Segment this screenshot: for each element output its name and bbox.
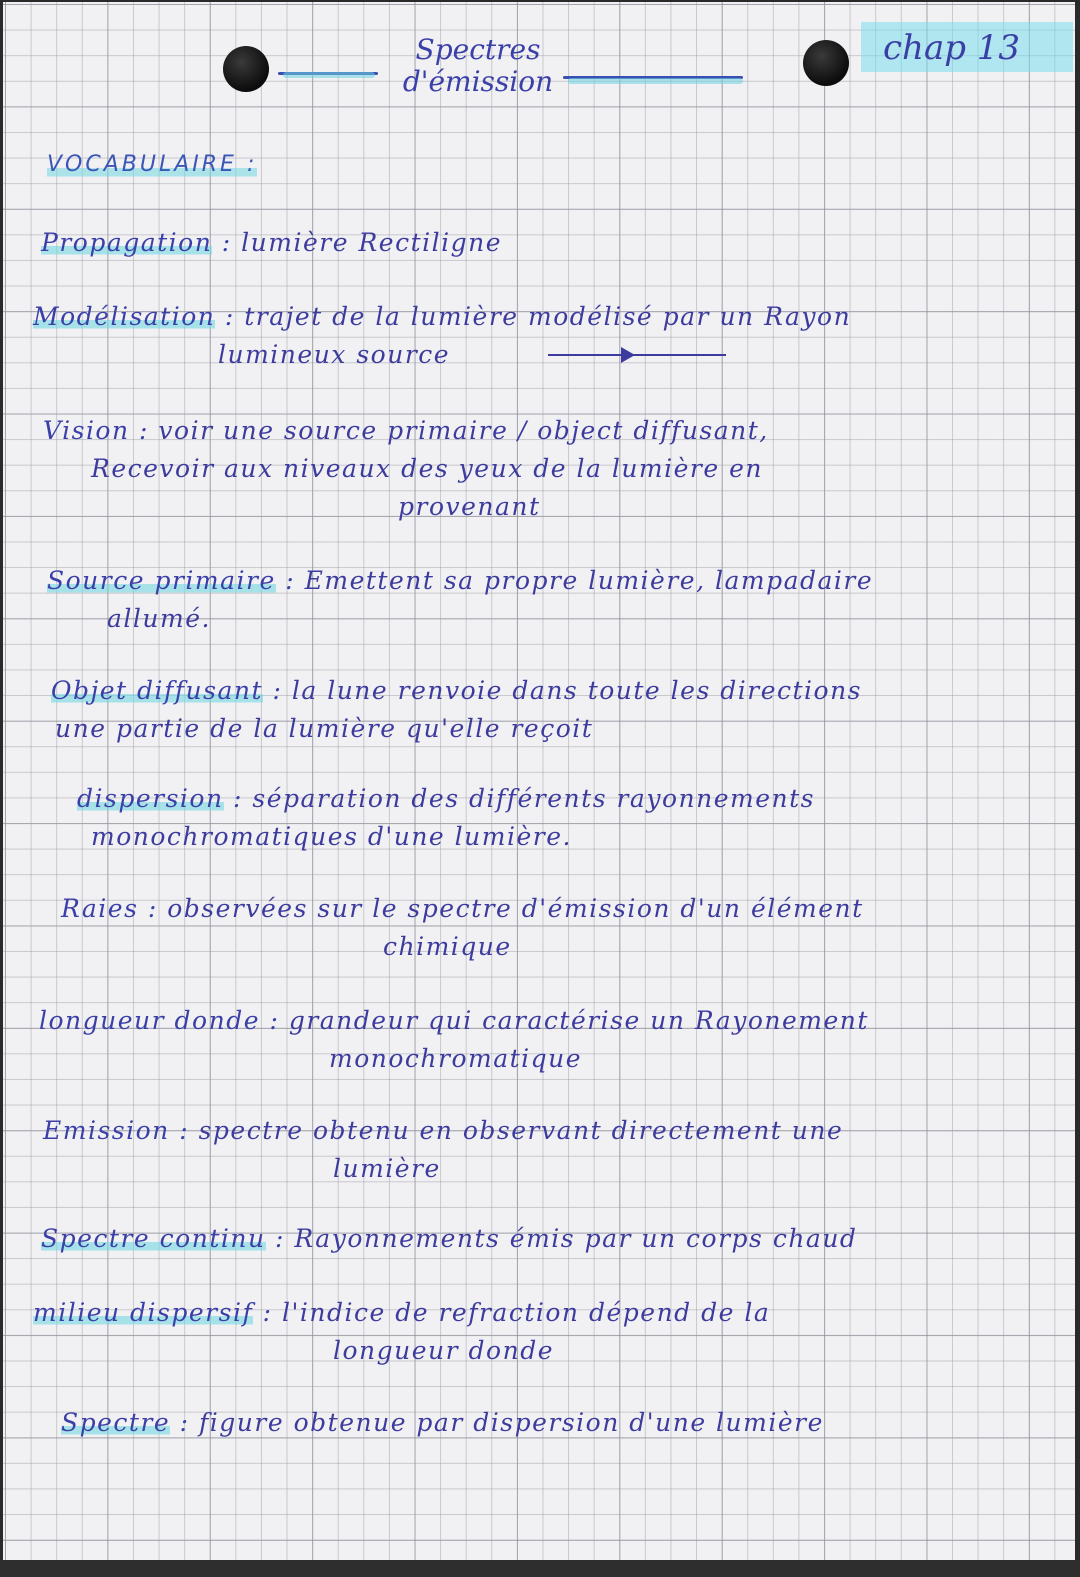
entry-definition-line-2: Recevoir aux niveaux des yeux de la lumière en [91, 454, 764, 483]
entry-definition: Rayonnements émis par un corps chaud [294, 1224, 858, 1253]
entry-definition-line-2: monochromatique [329, 1044, 583, 1073]
entry-definition-line-2: lumineux source [218, 340, 451, 369]
entry-milieu-dispersif [33, 1294, 770, 1370]
entry-term: Objet diffusant [51, 676, 264, 705]
entry-sep: : [260, 1006, 289, 1035]
entry-sep: : [129, 416, 159, 445]
entry-term: Propagation [41, 228, 213, 257]
entry-term: Emission [43, 1116, 170, 1145]
section-heading: VOCABULAIRE : [47, 152, 258, 177]
entry-sep: : [263, 676, 292, 705]
ray-line [548, 354, 726, 356]
punch-hole-left [223, 46, 269, 92]
entry-term: Raies [61, 894, 139, 923]
entry-spectre-continu [41, 1220, 857, 1258]
entry-sep: : [170, 1408, 200, 1437]
entry-term: dispersion [77, 784, 224, 813]
entry-term: Source primaire [47, 566, 276, 595]
entry-raies [61, 890, 864, 966]
chapter-label: chap 13 [883, 28, 1021, 68]
entry-definition-line-2: chimique [383, 932, 512, 961]
page-title [373, 34, 583, 98]
entry-definition-line-2: monochromatiques d'une lumière. [91, 822, 572, 851]
entry-dispersion [77, 780, 815, 856]
entry-source-primaire [47, 562, 873, 638]
entry-term: milieu dispersif [33, 1298, 254, 1327]
entry-sep: : [138, 894, 168, 923]
entry-sep: : [265, 1224, 295, 1253]
entry-term: Vision [43, 416, 130, 445]
entry-emission [43, 1112, 843, 1188]
notebook-page [3, 2, 1075, 1562]
entry-modelisation [33, 298, 851, 374]
entry-definition-line-2: longueur donde [333, 1336, 554, 1365]
entry-sep: : [169, 1116, 199, 1145]
entry-sep: : [275, 566, 305, 595]
entry-sep: : [215, 302, 245, 331]
entry-term: Spectre continu [41, 1224, 266, 1253]
entry-term: Spectre [61, 1408, 171, 1437]
entry-definition: Emettent sa propre lumière, lampadaire [304, 566, 874, 595]
entry-definition: l'indice de refraction dépend de la [282, 1298, 771, 1327]
entry-term: Modélisation [33, 302, 216, 331]
photo-edge [0, 1560, 1080, 1577]
entry-longueur-donde [39, 1002, 869, 1078]
title-line-1: Spectres [415, 33, 541, 66]
entry-vision [43, 412, 769, 526]
entry-definition: grandeur qui caractérise un Rayonement [288, 1006, 869, 1035]
entry-definition-line-2: allumé. [107, 604, 211, 633]
entry-definition-line-3: provenant [398, 492, 541, 521]
ray-arrow-icon [621, 347, 635, 363]
entry-definition: figure obtenue par dispersion d'une lumière [199, 1408, 824, 1437]
entry-definition: voir une source primaire / object diffusant, [158, 416, 769, 445]
entry-sep: : [212, 228, 242, 257]
entry-spectre [61, 1404, 824, 1442]
title-highlight-right [568, 78, 743, 84]
punch-hole-right [803, 40, 849, 86]
entry-definition: lumière Rectiligne [241, 228, 503, 257]
entry-definition: spectre obtenu en observant directement une [198, 1116, 844, 1145]
entry-propagation [41, 224, 502, 262]
entry-definition: trajet de la lumière modélisé par un Rayon [244, 302, 852, 331]
entry-definition-line-2: une partie de la lumière qu'elle reçoit [55, 714, 594, 743]
title-line-2: d'émission [402, 65, 554, 98]
title-highlight-left [283, 72, 375, 78]
entry-definition: séparation des différents rayonnements [252, 784, 815, 813]
entry-objet-diffusant [51, 672, 862, 748]
entry-sep: : [253, 1298, 283, 1327]
entry-sep: : [223, 784, 253, 813]
entry-definition-line-2: lumière [333, 1154, 441, 1183]
entry-definition: observées sur le spectre d'émission d'un élément [167, 894, 864, 923]
entry-term: longueur donde [39, 1006, 260, 1035]
entry-definition: la lune renvoie dans toute les directions [291, 676, 863, 705]
